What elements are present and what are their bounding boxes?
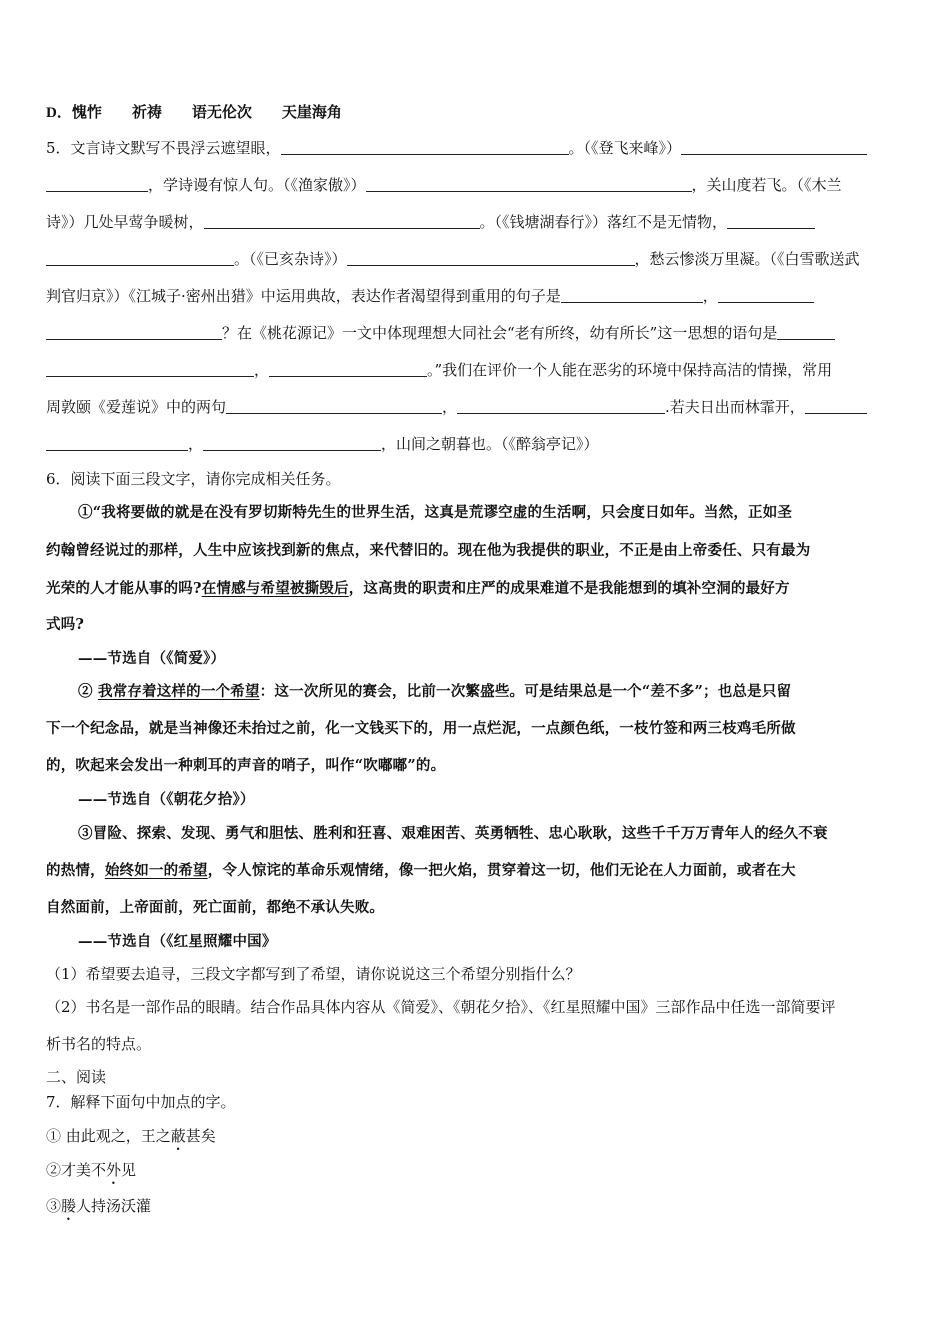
answer-blank[interactable] <box>718 286 814 303</box>
p3-line-3: 自然面前，上帝面前，死亡面前，都绝不承认失败。 <box>46 899 385 916</box>
q5-text: ，关山度若飞。（《木兰 <box>691 176 842 194</box>
p3-line-2 <box>46 860 796 882</box>
q5-line-5 <box>46 285 814 307</box>
section-heading: 二、阅读 <box>46 1068 107 1086</box>
underlined-phrase: 始终如一的希望 <box>104 862 208 879</box>
answer-blank[interactable] <box>46 175 148 192</box>
q7-item-1 <box>46 1125 216 1154</box>
q4-option-d <box>46 101 342 124</box>
q5-line-4 <box>46 248 860 270</box>
q5-line-3 <box>46 211 815 233</box>
p2-line-1 <box>78 681 791 703</box>
answer-blank[interactable] <box>777 323 835 340</box>
q5-text: 。（《已亥杂诗》） <box>234 250 347 268</box>
p1-line-4: 式吗? <box>46 616 85 633</box>
p2-line-3: 的，吹起来会发出一种刺耳的声音的哨子，叫作“吹嘟嘟”的。 <box>46 757 446 774</box>
p1-line-3 <box>46 578 790 600</box>
q5-text: ， <box>254 361 270 379</box>
q5-line-6 <box>46 322 835 344</box>
q5-text: 。”我们在评价一个人能在恶劣的环境中保持高洁的情操，常用 <box>427 361 833 379</box>
q7-text: ②才美不 <box>46 1161 107 1179</box>
answer-blank[interactable] <box>46 249 234 266</box>
q7-text: 见 <box>121 1161 137 1179</box>
p1-line-2: 约翰曾经说过的那样，人生中应该找到新的焦点，来代替旧的。现在他为我提供的职业，不正是由上帝委任、只有最为 <box>46 542 811 559</box>
q5-text: .若夫日出而林霏开， <box>665 398 805 416</box>
q5-text: 。（《钱塘湖春行》）落红不是无情物， <box>479 213 728 231</box>
q7-text: 人持汤沃灌 <box>76 1197 152 1215</box>
p2-text: ：这一次所见的赛会，比前一次繁盛些。可是结果总是一个“差不多”；也总是只留 <box>259 683 792 700</box>
q5-text: ， <box>442 398 458 416</box>
q5-text: 诗》）几处早莺争暖树， <box>46 213 204 231</box>
dotted-char: 外 <box>106 1161 122 1179</box>
answer-blank[interactable] <box>681 138 867 155</box>
answer-blank[interactable] <box>457 397 665 414</box>
q5-text: 。（《登飞来峰》） <box>568 139 682 157</box>
q5-text: 周敦颐《爱莲说》中的两句 <box>46 398 227 416</box>
dotted-char: 蔽 <box>170 1127 186 1145</box>
q5-line-8 <box>46 396 867 418</box>
q7-text: ① 由此观之，王之 <box>46 1127 171 1145</box>
answer-blank[interactable] <box>281 138 569 155</box>
q5-text: ，愁云惨淡万里凝。（《白雪歌送武 <box>634 250 860 268</box>
option-word-2: 祈祷 <box>131 103 162 121</box>
answer-blank[interactable] <box>727 212 815 229</box>
p2-text: ② <box>78 683 98 700</box>
q5-line-7 <box>46 359 832 381</box>
p2-line-2: 下一个纪念品，就是当神像还未抬过之前，化一文钱买下的，用一点烂泥，一点颜色纸，一枝竹签和两三枝鸡毛所做 <box>46 720 796 737</box>
answer-blank[interactable] <box>347 249 635 266</box>
q6-task-2-line-2: 析书名的特点。 <box>46 1035 152 1053</box>
underlined-phrase: 我常存着这样的一个希望 <box>97 683 260 700</box>
q7-item-2 <box>46 1159 136 1188</box>
p3-line-1: ③冒险、探索、发现、勇气和胆怯、胜利和狂喜、艰难困苦、英勇牺牲、忠心耿耿，这些千千万万青年人的经久不衰 <box>78 825 828 842</box>
q5-line-9 <box>46 433 599 455</box>
option-letter: D． <box>46 105 72 121</box>
q5-line-1 <box>46 137 867 159</box>
answer-blank[interactable] <box>226 397 442 414</box>
p2-source: ——节选自（《朝花夕拾》） <box>78 791 255 808</box>
answer-blank[interactable] <box>46 434 188 451</box>
p3-text: 的热情， <box>46 862 105 879</box>
q5-text: ，学诗谩有惊人句。（《渔家傲》） <box>148 176 366 194</box>
dotted-char: 媵 <box>61 1197 77 1215</box>
q5-line-2 <box>46 174 842 196</box>
option-word-1: 愧怍 <box>71 103 102 121</box>
q7-text: ③ <box>46 1197 62 1215</box>
p1-source: ——节选自（《简爱》） <box>78 650 226 667</box>
q7-text: 甚矣 <box>185 1127 216 1145</box>
option-word-4: 天崖海角 <box>281 103 342 121</box>
q6-task-2-line-1: （2）书名是一部作品的眼睛。结合作品具体内容从《简爱》、《朝花夕拾》、《红星照耀中国》三部作品中任选一部简要评 <box>46 998 836 1016</box>
answer-blank[interactable] <box>46 323 222 340</box>
answer-blank[interactable] <box>46 360 254 377</box>
q6-intro: 6．阅读下面三段文字，请你完成相关任务。 <box>46 470 341 488</box>
p3-text: ，令人惊诧的革命乐观情绪，像一把火焰，贯穿着这一切，他们无论在人力面前，或者在大 <box>207 862 796 879</box>
answer-blank[interactable] <box>805 397 867 414</box>
q5-text: ？在《桃花源记》一文中体现理想大同社会“老有所终，幼有所长”这一思想的语句是 <box>222 324 778 342</box>
p1-line-1: ①“我将要做的就是在没有罗切斯特先生的世界生活，这真是荒谬空虚的生活啊，只会度日如年。当然，正如圣 <box>78 504 793 521</box>
q5-text: 判官归京》）《江城子·密州出猎》中运用典故，表达作者渴望得到重用的句子是 <box>46 287 561 305</box>
p1-text: 光荣的人才能从事的吗? <box>46 580 202 597</box>
option-word-3: 语无伦次 <box>191 103 252 121</box>
answer-blank[interactable] <box>203 434 381 451</box>
q5-text: ， <box>702 287 718 305</box>
answer-blank[interactable] <box>561 286 703 303</box>
q6-task-1: （1）希望要去追寻，三段文字都写到了希望，请你说说这三个希望分别指什么？ <box>46 965 581 983</box>
p3-source: ——节选自（《红星照耀中国》 <box>78 933 277 950</box>
q5-text: ， <box>188 435 204 453</box>
p1-text: ，这高贵的职责和庄严的成果难道不是我能想到的填补空洞的最好方 <box>348 580 790 597</box>
answer-blank[interactable] <box>269 360 427 377</box>
answer-blank[interactable] <box>366 175 692 192</box>
q7-title: 7．解释下面句中加点的字。 <box>46 1093 236 1111</box>
q7-item-3 <box>46 1195 151 1224</box>
underlined-phrase: 在情感与希望被撕毁后 <box>201 580 349 597</box>
answer-blank[interactable] <box>204 212 480 229</box>
q5-text: 5．文言诗文默写不畏浮云遮望眼， <box>46 139 281 157</box>
q5-text: ，山间之朝暮也。（《醉翁亭记》） <box>381 435 599 453</box>
